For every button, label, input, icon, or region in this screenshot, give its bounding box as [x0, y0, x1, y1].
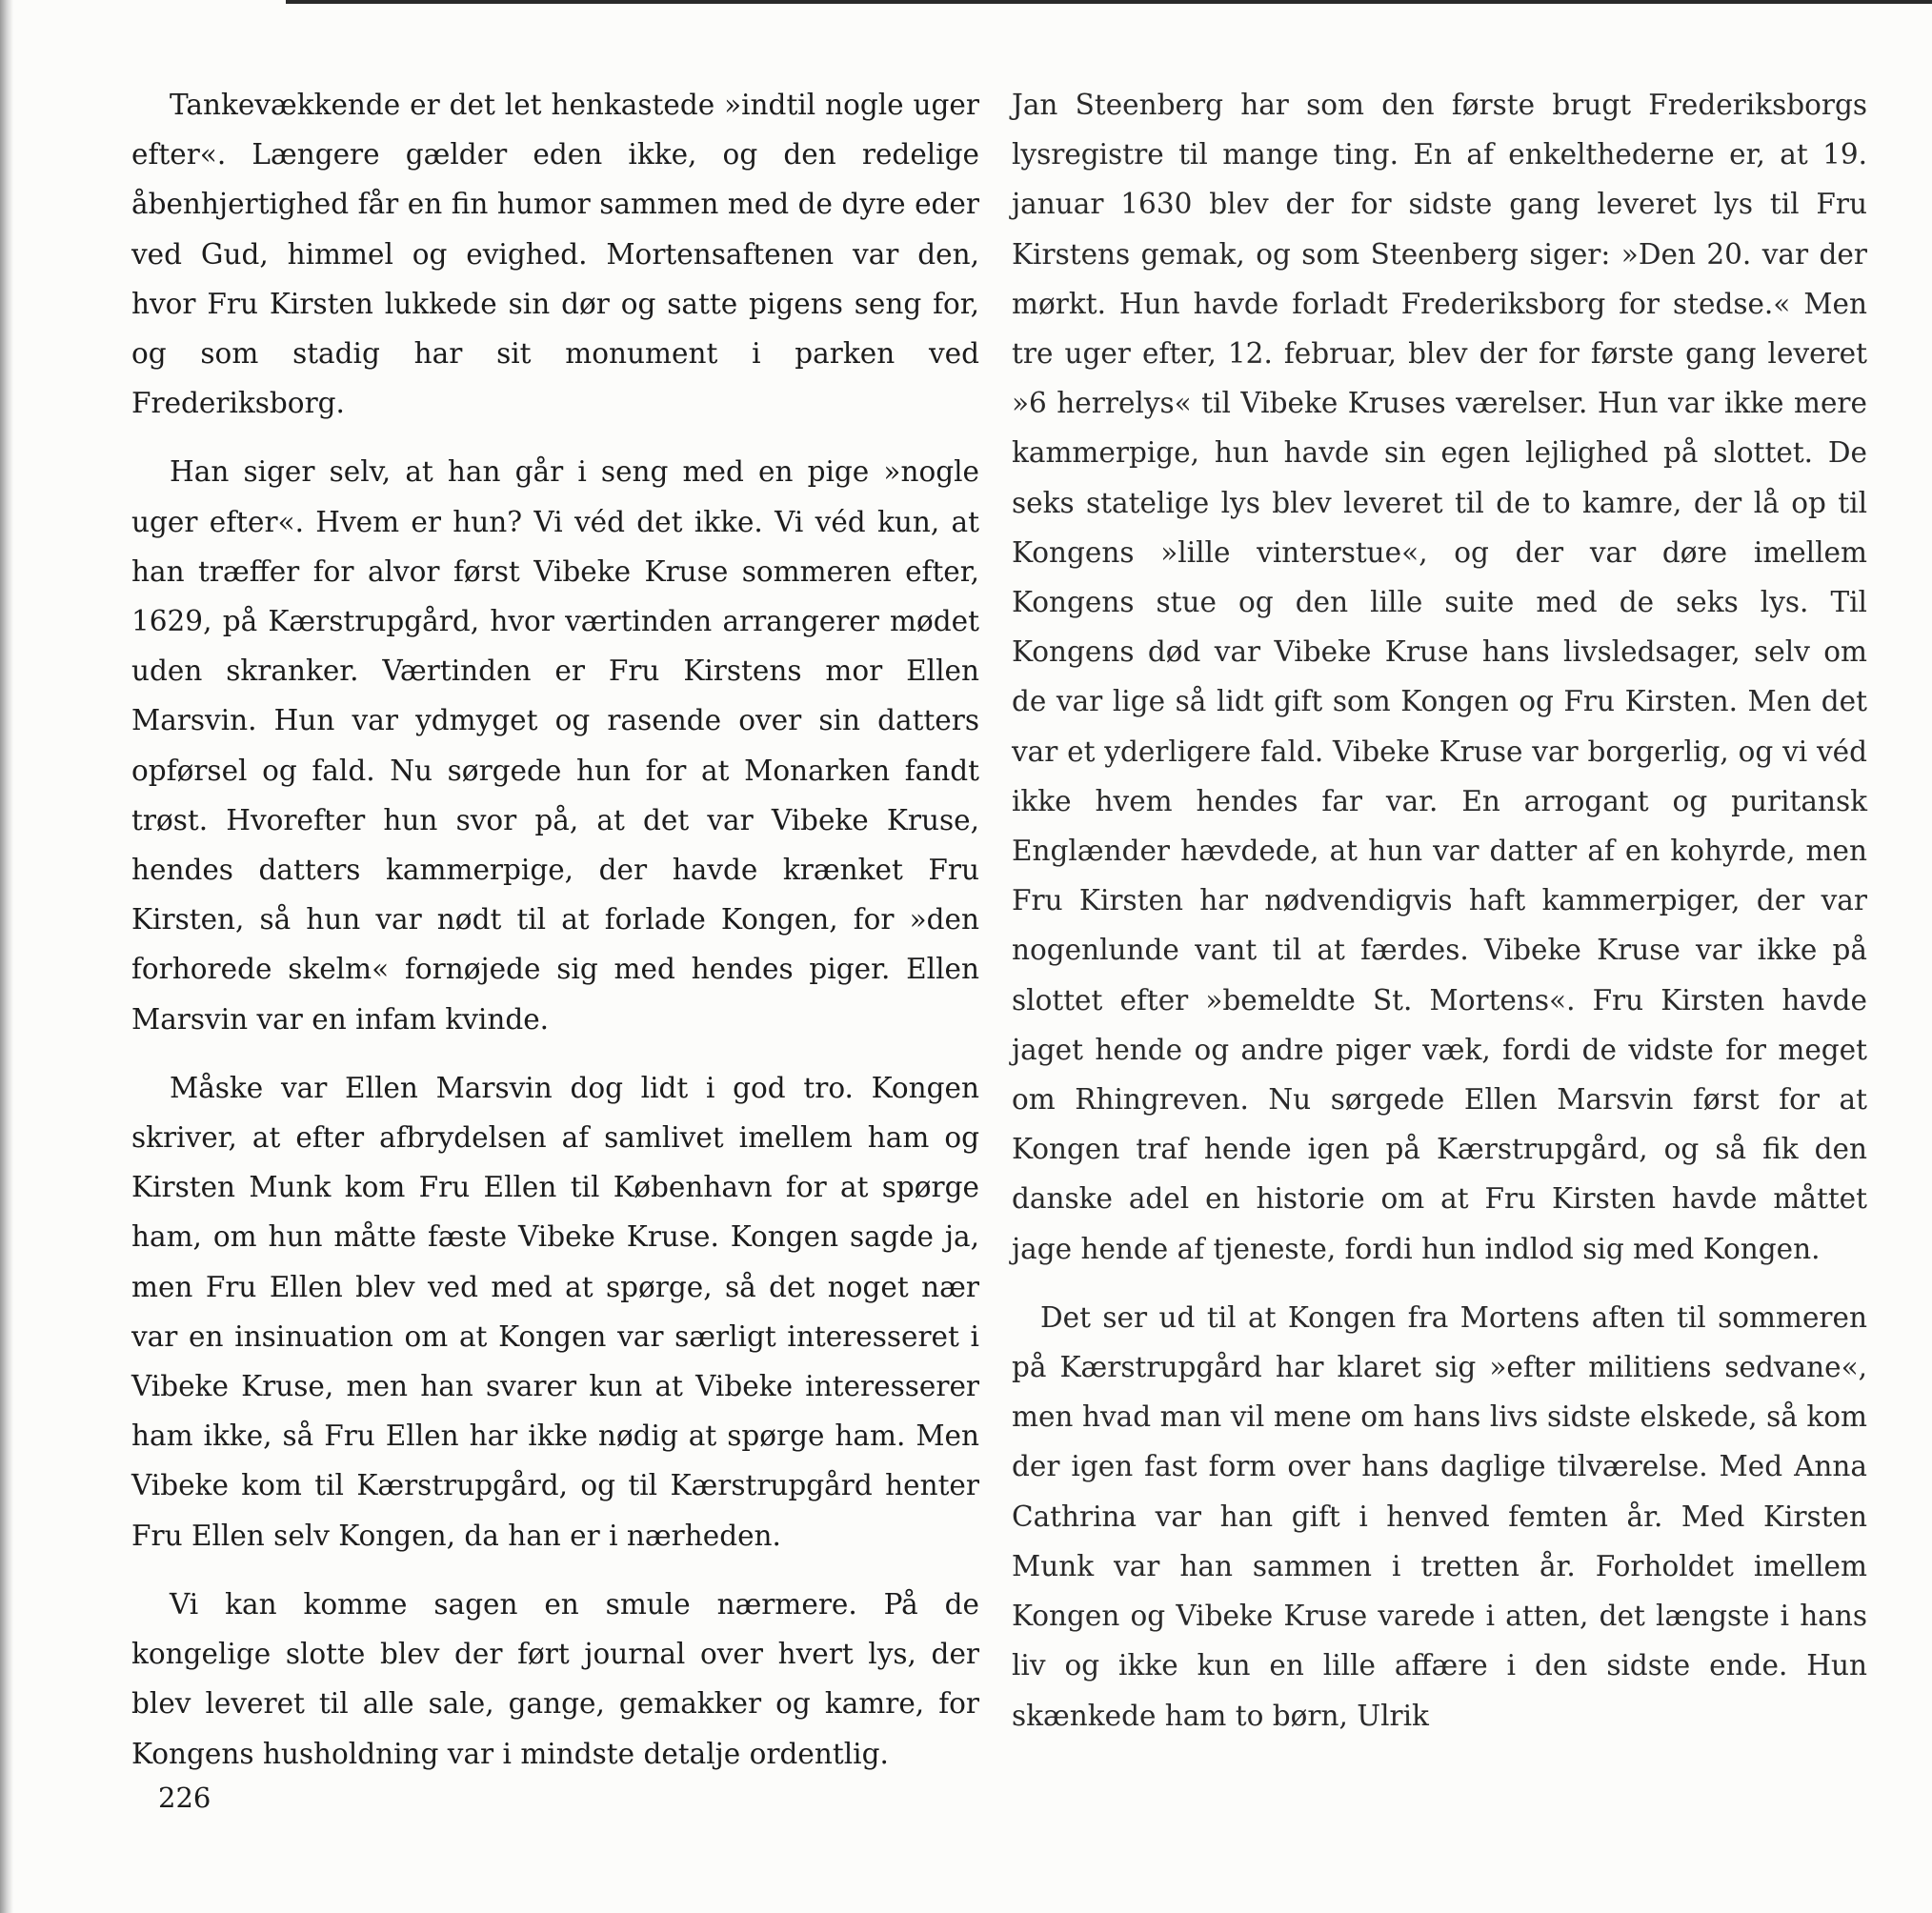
- page-number: 226: [158, 1782, 211, 1814]
- paragraph: Måske var Ellen Marsvin dog lidt i god tro. Kongen skriver, at efter afbrydelsen af samlivet imellem ham og Kirsten Munk kom Fru Ellen til København for at spørge ham, om hun måtte fæste Vibeke Kruse. Kongen sagde ja, men Fru Ellen blev ved med at spørge, så det noget nær var en insinuation om at Kongen var særligt interesseret i Vibeke Kruse, men han svarer kun at Vibeke interesserer ham ikke, så Fru Ellen har ikke nødig at spørge ham. Men Vibeke kom til Kærstrupgård, og til Kærstrupgård henter Fru Ellen selv Kongen, da han er i nærheden.: [131, 1071, 979, 1552]
- left-text-column: [131, 80, 979, 1779]
- top-edge-rule: [286, 0, 1932, 4]
- paragraph: Han siger selv, at han går i seng med en pige »nogle uger efter«. Hvem er hun? Vi véd det ikke. Vi véd kun, at han træffer for alvor først Vibeke Kruse sommeren efter, 1629, på Kærstrupgård, hvor værtinden arrangerer mødet uden skranker. Værtinden er Fru Kirstens mor Ellen Marsvin. Hun var ydmyget og rasende over sin datters opførsel og fald. Nu sørgede hun for at Monarken fandt trøst. Hvorefter hun svor på, at det var Vibeke Kruse, hendes datters kammerpige, der havde krænket Fru Kirsten, så hun var nødt til at forlade Kongen, for »den forhorede skelm« fornøjede sig med hendes piger. Ellen Marsvin var en infam kvinde.: [131, 455, 979, 1036]
- spine-shadow: [0, 0, 13, 1913]
- paragraph: Vi kan komme sagen en smule nærmere. På de kongelige slotte blev der ført journal over hvert lys, der blev leveret til alle sale, gange, gemakker og kamre, for Kongens husholdning var i mindste detalje ordentlig.: [131, 1587, 979, 1770]
- paragraph: Det ser ud til at Kongen fra Mortens aften til sommeren på Kærstrupgård har klaret sig »efter militiens sedvane«, men hvad man vil mene om hans livs sidste elskede, så kom der igen fast form over hans daglige tilværelse. Med Anna Cathrina var han gift i henved femten år. Med Kirsten Munk var han sammen i tretten år. Forholdet imellem Kongen og Vibeke Kruse varede i atten, det længste i hans liv og ikke kun en lille affære i den sidste ende. Hun skænkede ham to børn, Ulrik: [1012, 1300, 1867, 1732]
- right-text-column: [1012, 80, 1867, 1741]
- paragraph: Jan Steenberg har som den første brugt Frederiksborgs lysregistre til mange ting. En af enkelthederne er, at 19. januar 1630 blev der for sidste gang leveret lys til Fru Kirstens gemak, og som Steenberg siger: »Den 20. var der mørkt. Hun havde forladt Frederiksborg for stedse.« Men tre uger efter, 12. februar, blev der for første gang leveret »6 herrelys« til Vibeke Kruses værelser. Hun var ikke mere kammerpige, hun havde sin egen lejlighed på slottet. De seks statelige lys blev leveret til de to kamre, der lå op til Kongens »lille vinterstue«, og der var døre imellem Kongens stue og den lille suite med de seks lys. Til Kongens død var Vibeke Kruse hans livsledsager, selv om de var lige så lidt gift som Kongen og Fru Kirsten. Men det var et yderligere fald. Vibeke Kruse var borgerlig, og vi véd ikke hvem hendes far var. En arrogant og puritansk Englænder hævdede, at hun var datter af en kohyrde, men Fru Kirsten har nødvendigvis haft kammerpiger, der var nogenlunde vant til at færdes. Vibeke Kruse var ikke på slottet efter »bemeldte St. Mortens«. Fru Kirsten havde jaget hende og andre piger væk, fordi de vidste for meget om Rhingreven. Nu sørgede Ellen Marsvin først for at Kongen traf hende igen på Kærstrupgård, og så fik den danske adel en historie om at Fru Kirsten havde måttet jage hende af tjeneste, fordi hun indlod sig med Kongen.: [1012, 89, 1867, 1265]
- paragraph: Tankevækkende er det let henkastede »indtil nogle uger efter«. Længere gælder eden ikke, og den redelige åbenhjertighed får en fin humor sammen med de dyre eder ved Gud, himmel og evighed. Mortensaftenen var den, hvor Fru Kirsten lukkede sin dør og satte pigens seng for, og som stadig har sit monument i parken ved Frederiksborg.: [131, 89, 979, 420]
